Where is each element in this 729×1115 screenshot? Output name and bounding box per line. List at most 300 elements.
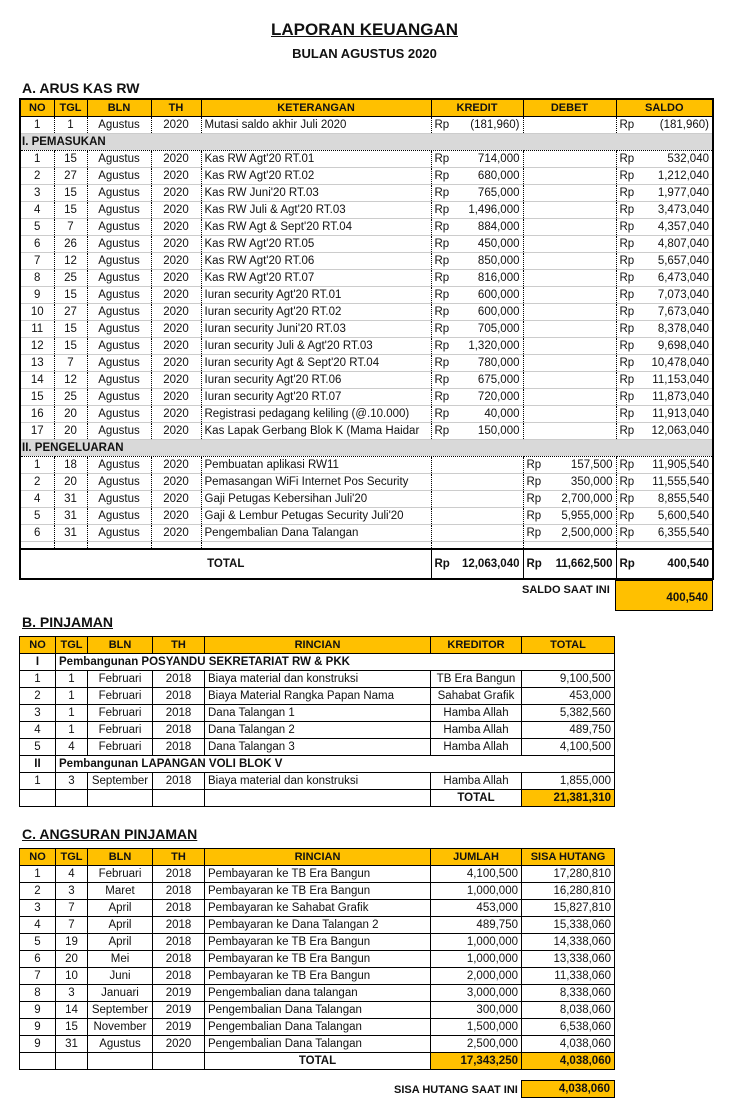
cell: 14 xyxy=(56,1002,88,1019)
cell: 15 xyxy=(54,287,87,304)
cell xyxy=(523,151,616,168)
currency-label: Rp xyxy=(619,272,635,284)
cell: 2 xyxy=(20,168,54,185)
column-header: BLN xyxy=(88,849,153,866)
cell xyxy=(88,790,153,807)
money-cell xyxy=(620,406,710,422)
table-row xyxy=(20,321,713,338)
header-row xyxy=(20,849,615,866)
cell: Pembuatan aplikasi RW11 xyxy=(201,457,431,474)
amount: 11,153,040 xyxy=(652,374,709,386)
cell xyxy=(523,355,616,372)
cell xyxy=(87,542,151,549)
money-cell xyxy=(435,117,520,133)
cell: 2018 xyxy=(153,671,205,688)
money-cell xyxy=(620,168,710,184)
currency-label: Rp xyxy=(619,408,635,420)
cell: 1,000,000 xyxy=(431,883,522,900)
cell: Biaya material dan konstruksi xyxy=(205,671,431,688)
cell: 6 xyxy=(20,525,54,542)
cell: 6 xyxy=(20,951,56,968)
group-row xyxy=(20,654,615,671)
cell xyxy=(431,202,523,219)
cell: Februari xyxy=(88,671,153,688)
cell: 9,100,500 xyxy=(522,671,615,688)
table-row xyxy=(20,866,615,883)
cell: 2020 xyxy=(151,355,201,372)
money-cell xyxy=(527,457,613,473)
cell: Pembayaran ke TB Era Bangun xyxy=(205,968,431,985)
table-row xyxy=(20,185,713,202)
cell: Registrasi pedagang keliling (@.10.000) xyxy=(201,406,431,423)
cell: 31 xyxy=(54,491,87,508)
cell: Pembayaran ke TB Era Bangun xyxy=(205,951,431,968)
cell: 2018 xyxy=(153,900,205,917)
cell: 5 xyxy=(20,219,54,236)
cell: November xyxy=(88,1019,153,1036)
money-cell xyxy=(435,287,520,303)
cell: 2018 xyxy=(153,739,205,756)
cell: Kas RW Juli & Agt'20 RT.03 xyxy=(201,202,431,219)
cell xyxy=(431,185,523,202)
cell: 11,338,060 xyxy=(522,968,615,985)
cell: 8 xyxy=(20,985,56,1002)
amount: 6,355,540 xyxy=(657,527,709,539)
currency-label: Rp xyxy=(526,557,542,570)
table-row xyxy=(20,219,713,236)
cell: Agustus xyxy=(87,372,151,389)
cell: 2020 xyxy=(151,270,201,287)
cell: 2020 xyxy=(151,406,201,423)
cell: 6,538,060 xyxy=(522,1019,615,1036)
money-cell xyxy=(435,202,520,218)
amount: 720,000 xyxy=(477,391,520,403)
amount: 40,000 xyxy=(484,408,520,420)
cell: Agustus xyxy=(87,321,151,338)
cell: 2020 xyxy=(151,151,201,168)
cell: 14,338,060 xyxy=(522,934,615,951)
cell xyxy=(523,423,616,440)
cell: 1 xyxy=(20,151,54,168)
cell: 2020 xyxy=(153,1036,205,1053)
cell: Agustus xyxy=(87,202,151,219)
cell: Kas Lapak Gerbang Blok K (Mama Haidar xyxy=(201,423,431,440)
cell: Iuran security Agt'20 RT.06 xyxy=(201,372,431,389)
money-cell xyxy=(620,389,710,405)
cell: Agustus xyxy=(87,185,151,202)
currency-label: Rp xyxy=(434,374,450,386)
amount: 1,496,000 xyxy=(468,204,520,216)
cell: 3 xyxy=(56,883,88,900)
amount: 157,500 xyxy=(570,459,613,471)
cell xyxy=(616,542,713,549)
table-row xyxy=(20,253,713,270)
cell xyxy=(523,253,616,270)
cell xyxy=(431,389,523,406)
cell: April xyxy=(88,900,153,917)
cell xyxy=(523,168,616,185)
cell: 2018 xyxy=(153,968,205,985)
cell: Iuran security Agt'20 RT.01 xyxy=(201,287,431,304)
cell: 16 xyxy=(20,406,54,423)
cell: April xyxy=(88,917,153,934)
cell: Februari xyxy=(88,705,153,722)
amount: 350,000 xyxy=(570,476,613,488)
saldo-label: SALDO SAAT INI xyxy=(522,584,610,596)
money-cell xyxy=(620,457,710,473)
column-header: TH xyxy=(151,99,201,117)
amount: 5,657,040 xyxy=(657,255,709,267)
cell: 7 xyxy=(56,917,88,934)
cell xyxy=(523,389,616,406)
cell: 2019 xyxy=(153,1019,205,1036)
cell xyxy=(523,304,616,321)
table-row xyxy=(20,671,615,688)
cell xyxy=(616,168,713,185)
cell xyxy=(616,338,713,355)
currency-label: Rp xyxy=(434,323,450,335)
cell xyxy=(523,474,616,491)
amount: 400,540 xyxy=(667,557,709,570)
cell xyxy=(431,474,523,491)
money-cell xyxy=(620,525,710,541)
money-cell xyxy=(435,338,520,354)
cell: Sahabat Grafik xyxy=(431,688,522,705)
cell: Gaji Petugas Kebersihan Juli'20 xyxy=(201,491,431,508)
cell: 8 xyxy=(20,270,54,287)
money-cell xyxy=(620,556,710,572)
total-label: TOTAL xyxy=(20,549,431,579)
cell xyxy=(88,1053,153,1070)
currency-label: Rp xyxy=(619,557,635,570)
cell: 2020 xyxy=(151,457,201,474)
cell: 11 xyxy=(20,321,54,338)
money-cell xyxy=(620,304,710,320)
cell: 20 xyxy=(54,423,87,440)
cell: Agustus xyxy=(87,355,151,372)
currency-label: Rp xyxy=(619,476,635,488)
cell: 300,000 xyxy=(431,1002,522,1019)
report-subtitle: BULAN AGUSTUS 2020 xyxy=(292,46,437,61)
cell xyxy=(431,525,523,542)
currency-label: Rp xyxy=(619,204,635,216)
cell: 3,000,000 xyxy=(431,985,522,1002)
section-a-title: A. ARUS KAS RW xyxy=(22,80,140,96)
cell: April xyxy=(88,934,153,951)
cell: 3 xyxy=(56,773,88,790)
currency-label: Rp xyxy=(434,391,450,403)
cell xyxy=(523,338,616,355)
currency-label: Rp xyxy=(619,459,635,471)
cell: 2,500,000 xyxy=(431,1036,522,1053)
cell: TB Era Bangun xyxy=(431,671,522,688)
cell xyxy=(523,491,616,508)
cell: Agustus xyxy=(87,338,151,355)
cell: Kas RW Agt'20 RT.02 xyxy=(201,168,431,185)
total-jumlah: 17,343,250 xyxy=(431,1053,522,1070)
cell: 31 xyxy=(54,525,87,542)
cell xyxy=(431,491,523,508)
column-header: NO xyxy=(20,637,56,654)
currency-label: Rp xyxy=(619,255,635,267)
cell: Mei xyxy=(88,951,153,968)
money-cell xyxy=(620,287,710,303)
table-row xyxy=(20,202,713,219)
cell xyxy=(616,406,713,423)
money-cell xyxy=(620,338,710,354)
column-header: KREDIT xyxy=(431,99,523,117)
currency-label: Rp xyxy=(619,357,635,369)
cell: 1 xyxy=(56,671,88,688)
cell: Agustus xyxy=(87,151,151,168)
cell: 2 xyxy=(20,474,54,491)
cell: Kas RW Agt'20 RT.05 xyxy=(201,236,431,253)
cell xyxy=(523,372,616,389)
cell: Pengembalian Dana Talangan xyxy=(205,1002,431,1019)
amount: 10,478,040 xyxy=(651,357,709,369)
amount: 1,212,040 xyxy=(657,170,709,182)
money-cell xyxy=(620,508,710,524)
cell: 2020 xyxy=(151,304,201,321)
cell xyxy=(523,185,616,202)
table-row xyxy=(20,1019,615,1036)
cell: Pembayaran ke Sahabat Grafik xyxy=(205,900,431,917)
table-row xyxy=(20,236,713,253)
table-row xyxy=(20,151,713,168)
table-row xyxy=(20,951,615,968)
total-row xyxy=(20,1053,615,1070)
cell: 7 xyxy=(54,219,87,236)
cell: Februari xyxy=(88,866,153,883)
cell: Pembayaran ke TB Era Bangun xyxy=(205,934,431,951)
cell: 9 xyxy=(20,287,54,304)
report-title: LAPORAN KEUANGAN xyxy=(271,20,458,39)
amount: 850,000 xyxy=(477,255,520,267)
cell xyxy=(431,287,523,304)
column-header: BLN xyxy=(88,637,153,654)
cell xyxy=(431,117,523,134)
cell xyxy=(616,372,713,389)
cell: 2020 xyxy=(151,287,201,304)
currency-label: Rp xyxy=(434,119,450,131)
cell xyxy=(523,287,616,304)
cell: Agustus xyxy=(87,168,151,185)
cell xyxy=(153,1053,205,1070)
cell xyxy=(201,542,431,549)
table-row xyxy=(20,355,713,372)
cell xyxy=(431,457,523,474)
cell: 15 xyxy=(54,185,87,202)
cell: 5 xyxy=(20,739,56,756)
currency-label: Rp xyxy=(434,425,450,437)
money-cell xyxy=(435,185,520,201)
cell: Agustus xyxy=(87,117,151,134)
currency-label: Rp xyxy=(434,170,450,182)
cell: 2019 xyxy=(153,985,205,1002)
cell xyxy=(616,219,713,236)
cell: Hamba Allah xyxy=(431,722,522,739)
amount: 7,073,040 xyxy=(657,289,709,301)
amount: 765,000 xyxy=(477,187,520,199)
cell: Januari xyxy=(88,985,153,1002)
currency-label: Rp xyxy=(434,255,450,267)
cell: 2020 xyxy=(151,236,201,253)
currency-label: Rp xyxy=(619,306,635,318)
cell xyxy=(431,423,523,440)
cell: Agustus xyxy=(87,253,151,270)
cell: 1 xyxy=(20,773,56,790)
money-cell xyxy=(527,508,613,524)
installment-table xyxy=(19,848,615,1070)
amount: (181,960) xyxy=(659,119,709,131)
amount: 450,000 xyxy=(477,238,520,250)
cell xyxy=(616,525,713,542)
cell: 2020 xyxy=(151,372,201,389)
money-cell xyxy=(620,202,710,218)
cell: 2020 xyxy=(151,338,201,355)
cell: 18 xyxy=(54,457,87,474)
cell: Agustus xyxy=(87,457,151,474)
money-cell xyxy=(435,168,520,184)
table-row xyxy=(20,934,615,951)
cell xyxy=(616,321,713,338)
currency-label: Rp xyxy=(434,289,450,301)
currency-label: Rp xyxy=(619,289,635,301)
currency-label: Rp xyxy=(526,527,542,539)
currency-label: Rp xyxy=(526,510,542,522)
cell: Agustus xyxy=(87,304,151,321)
currency-label: Rp xyxy=(619,119,635,131)
cell: 6 xyxy=(20,236,54,253)
cell xyxy=(431,406,523,423)
cell: 2020 xyxy=(151,423,201,440)
cell xyxy=(616,117,713,134)
cell: 3 xyxy=(20,900,56,917)
amount: 9,698,040 xyxy=(657,340,709,352)
cell xyxy=(523,406,616,423)
money-cell xyxy=(527,525,613,541)
amount: 705,000 xyxy=(477,323,520,335)
cell xyxy=(431,304,523,321)
cell: 2020 xyxy=(151,491,201,508)
cell xyxy=(431,321,523,338)
money-cell xyxy=(620,253,710,269)
cell: 25 xyxy=(54,389,87,406)
amount: 8,378,040 xyxy=(657,323,709,335)
currency-label: Rp xyxy=(619,493,635,505)
amount: 5,955,000 xyxy=(561,510,613,522)
table-row xyxy=(20,287,713,304)
column-header: RINCIAN xyxy=(205,637,431,654)
currency-label: Rp xyxy=(434,408,450,420)
cell: 1 xyxy=(54,117,87,134)
amount: 816,000 xyxy=(477,272,520,284)
cell xyxy=(523,525,616,542)
cell: 2018 xyxy=(153,917,205,934)
cell: 2020 xyxy=(151,185,201,202)
amount: 532,040 xyxy=(667,153,709,165)
currency-label: Rp xyxy=(434,204,450,216)
cell: Gaji & Lembur Petugas Security Juli'20 xyxy=(201,508,431,525)
cell: 4 xyxy=(20,917,56,934)
saldo-value: 400,540 xyxy=(615,580,713,611)
currency-label: Rp xyxy=(619,391,635,403)
group-label: Pembangunan POSYANDU SEKRETARIAT RW & PKK xyxy=(56,654,615,671)
table-row xyxy=(20,1002,615,1019)
cell: 1 xyxy=(56,688,88,705)
cell: 15,338,060 xyxy=(522,917,615,934)
cell: Hamba Allah xyxy=(431,773,522,790)
cell: 12 xyxy=(54,372,87,389)
money-cell xyxy=(435,355,520,371)
cell: 10 xyxy=(20,304,54,321)
money-cell xyxy=(620,270,710,286)
total-sisa: 4,038,060 xyxy=(522,1053,615,1070)
cell xyxy=(616,389,713,406)
cell: 20 xyxy=(54,474,87,491)
group-label: II. PENGELUARAN xyxy=(20,440,713,457)
cell: Agustus xyxy=(87,525,151,542)
cell: 31 xyxy=(56,1036,88,1053)
currency-label: Rp xyxy=(619,153,635,165)
amount: 11,555,540 xyxy=(652,476,709,488)
amount: 12,063,040 xyxy=(461,557,520,570)
column-header: NO xyxy=(20,99,54,117)
cell: 19 xyxy=(56,934,88,951)
cell: 2020 xyxy=(151,525,201,542)
cell: Agustus xyxy=(87,406,151,423)
column-header: BLN xyxy=(87,99,151,117)
cell: 489,750 xyxy=(431,917,522,934)
cell xyxy=(616,508,713,525)
cell: Februari xyxy=(88,722,153,739)
cell: 2019 xyxy=(153,1002,205,1019)
currency-label: Rp xyxy=(619,425,635,437)
cell: 17,280,810 xyxy=(522,866,615,883)
cell: 4 xyxy=(20,491,54,508)
cell: 2018 xyxy=(153,883,205,900)
cell: Pemasangan WiFi Internet Pos Security xyxy=(201,474,431,491)
currency-label: Rp xyxy=(619,323,635,335)
currency-label: Rp xyxy=(619,510,635,522)
cell: 2020 xyxy=(151,253,201,270)
cell xyxy=(523,321,616,338)
money-cell xyxy=(435,219,520,235)
currency-label: Rp xyxy=(434,340,450,352)
cell xyxy=(523,202,616,219)
column-header: TH xyxy=(153,637,205,654)
amount: 11,873,040 xyxy=(652,391,709,403)
cell: Kas RW Agt'20 RT.07 xyxy=(201,270,431,287)
column-header: NO xyxy=(20,849,56,866)
cell: Agustus xyxy=(87,236,151,253)
money-cell xyxy=(435,556,520,572)
amount: 6,473,040 xyxy=(657,272,709,284)
cell: 9 xyxy=(20,1036,56,1053)
amount: 4,357,040 xyxy=(657,221,709,233)
cell: 4,100,500 xyxy=(522,739,615,756)
cell: 3 xyxy=(20,705,56,722)
cell: 8,038,060 xyxy=(522,1002,615,1019)
cell: Pembayaran ke Dana Talangan 2 xyxy=(205,917,431,934)
cell: Dana Talangan 3 xyxy=(205,739,431,756)
cell: Hamba Allah xyxy=(431,739,522,756)
cell: 1 xyxy=(20,866,56,883)
cell: 2 xyxy=(20,688,56,705)
cell: Biaya material dan konstruksi xyxy=(205,773,431,790)
cell: 15 xyxy=(20,389,54,406)
total-label: TOTAL xyxy=(205,1053,431,1070)
